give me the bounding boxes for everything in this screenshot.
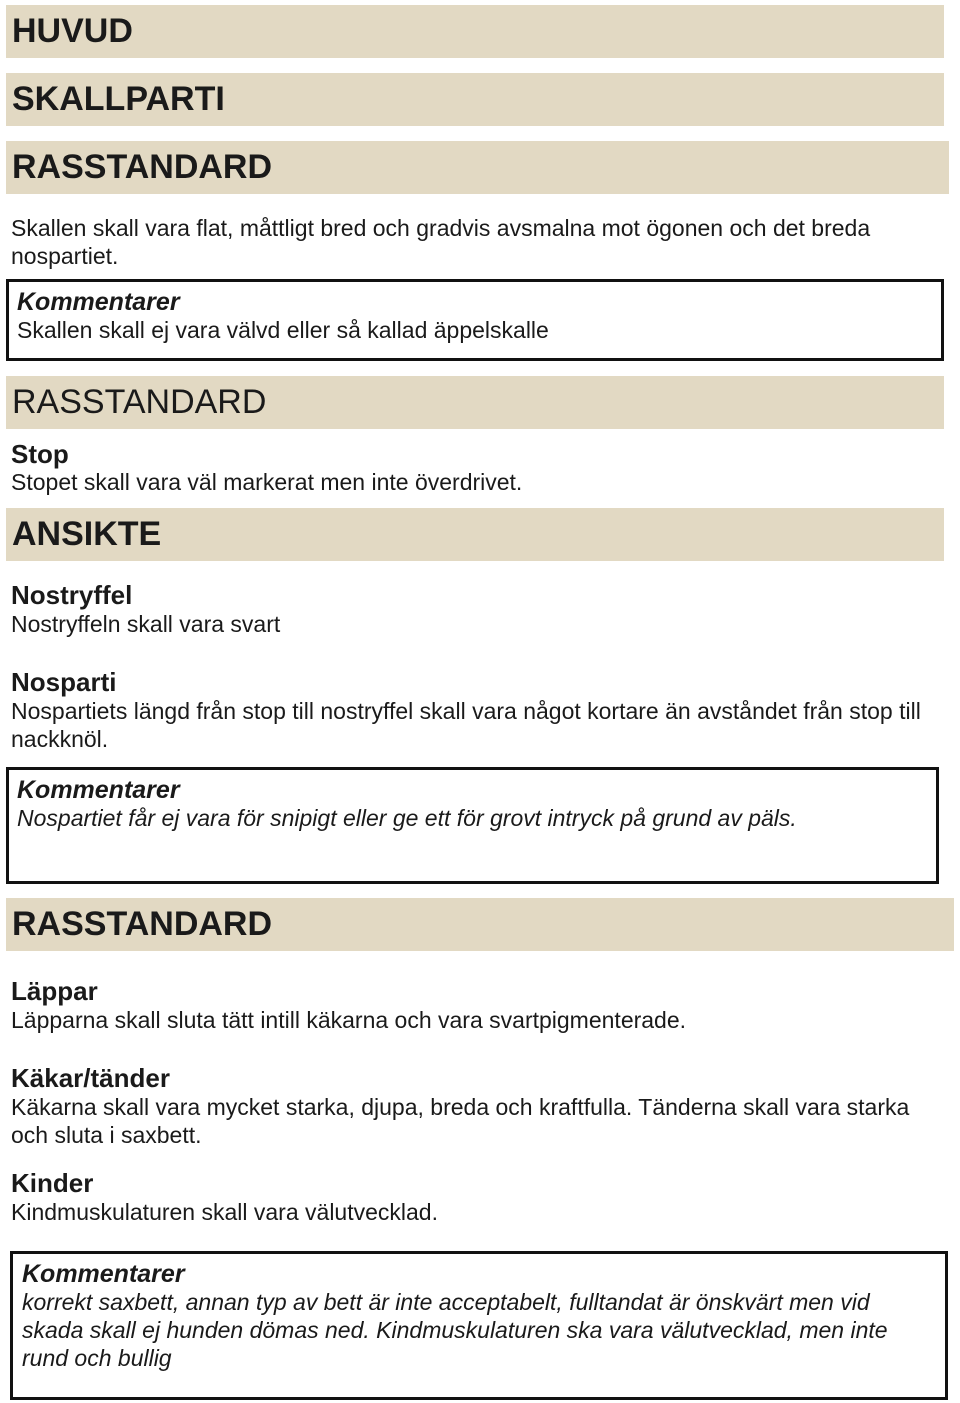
kinder-title: Kinder <box>11 1168 94 1198</box>
comment-box-kinder <box>10 1251 948 1400</box>
nostryffel-title: Nostryffel <box>11 580 133 610</box>
comment-text: Nospartiet får ej vara för snipigt eller ge ett för grovt intryck på grund av päls. <box>17 805 797 831</box>
heading-rasstandard-2-text: RASSTANDARD <box>12 383 267 421</box>
heading-rasstandard-3 <box>6 898 954 951</box>
lappar-title: Läppar <box>11 976 98 1006</box>
kakar-title: Käkar/tänder <box>11 1063 170 1093</box>
comment-label: Kommentarer <box>22 1260 185 1288</box>
heading-huvud <box>6 5 944 58</box>
nosparti-text: Nospartiets längd från stop till nostryffel skall vara något kortare än avståndet från stop till nackknöl. <box>11 698 921 752</box>
heading-rasstandard-1-text: RASSTANDARD <box>12 148 273 186</box>
heading-skallparti <box>6 73 944 126</box>
kakar-text: Käkarna skall vara mycket starka, djupa, breda och kraftfulla. Tänderna skall vara starka och sluta i saxbett. <box>11 1094 910 1148</box>
skallparti-text: Skallen skall vara flat, måttligt bred och gradvis avsmalna mot ögonen och det breda nospartiet. <box>11 215 871 269</box>
heading-rasstandard-2 <box>6 376 944 429</box>
nosparti-title: Nosparti <box>11 667 117 697</box>
comment-label: Kommentarer <box>17 288 180 316</box>
lappar-text: Läpparna skall sluta tätt intill käkarna och vara svartpigmenterade. <box>11 1007 687 1033</box>
nostryffel-text: Nostryffeln skall vara svart <box>11 611 281 637</box>
heading-rasstandard-3-text: RASSTANDARD <box>12 905 273 943</box>
comment-text: Skallen skall ej vara välvd eller så kallad äppelskalle <box>17 317 549 343</box>
kinder-text: Kindmuskulaturen skall vara välutvecklad. <box>11 1199 438 1225</box>
stop-text: Stopet skall vara väl markerat men inte överdrivet. <box>11 469 523 495</box>
heading-skallparti-text: SKALLPARTI <box>12 80 225 118</box>
heading-ansikte-text: ANSIKTE <box>12 515 162 553</box>
comment-box-nosparti <box>6 767 939 884</box>
heading-huvud-text: HUVUD <box>12 12 133 50</box>
comment-text: korrekt saxbett, annan typ av bett är inte acceptabelt, fulltandat är önskvärt men vid skada skall ej hunden dömas ned. Kindmuskulaturen ska vara välutvecklad, men inte rund och bullig <box>22 1289 888 1371</box>
heading-ansikte <box>6 508 944 561</box>
comment-box-skallparti <box>6 279 944 361</box>
heading-rasstandard-1 <box>6 141 949 194</box>
comment-label: Kommentarer <box>17 776 180 804</box>
stop-title: Stop <box>11 439 69 469</box>
